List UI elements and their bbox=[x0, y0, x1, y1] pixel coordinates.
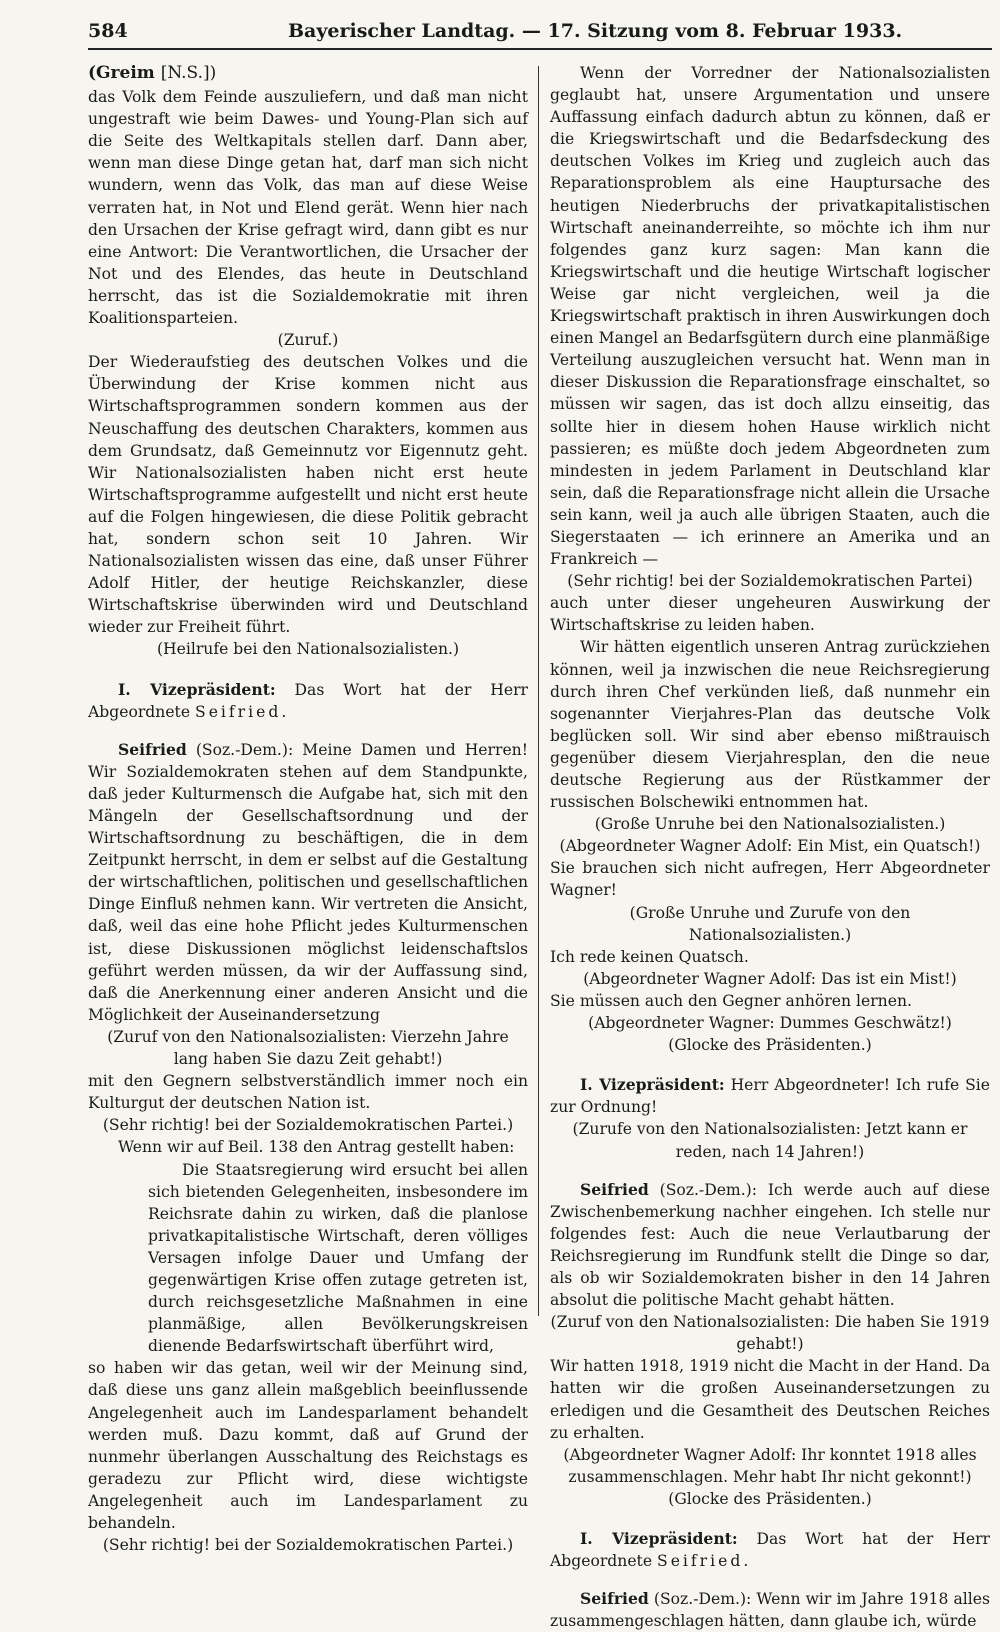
paragraph: Wir hatten 1918, 1919 nicht die Macht in der Hand. Da hatten wir die großen Auseinandersetzungen zu erledigen und die Gesamtheit des Deutschen Reiches zu erhalten. bbox=[550, 1357, 990, 1442]
vice-president-remark bbox=[550, 1074, 990, 1118]
speech-paragraph bbox=[550, 1588, 990, 1632]
interjection: (Heilrufe bei den Nationalsozialisten.) bbox=[156, 640, 460, 659]
interjection: (Sehr richtig! bei der Sozialdemokratischen Partei.) bbox=[102, 1116, 514, 1135]
vice-president-remark bbox=[88, 679, 528, 723]
paragraph: Sie brauchen sich nicht aufregen, Herr Abgeordneter Wagner! bbox=[550, 859, 990, 900]
continued-speaker-heading bbox=[88, 62, 528, 84]
speech-paragraph bbox=[550, 1179, 990, 1312]
interjection: (Große Unruhe und Zurufe von den Nationalsozialisten.) bbox=[629, 903, 911, 944]
speech-text: Wenn wir im Jahre 1918 alles zusammengeschlagen hätten, dann glaube ich, würde bbox=[550, 1590, 990, 1631]
speaker-party: (Soz.-Dem.): bbox=[653, 1590, 752, 1609]
speaker-name: Seifried bbox=[580, 1179, 649, 1199]
speaker-called: Seifried. bbox=[657, 1552, 752, 1571]
speaker-name: Seifried bbox=[580, 1589, 649, 1609]
paragraph: auch unter dieser ungeheuren Auswirkung der Wirtschaftskrise zu leiden haben. bbox=[550, 594, 990, 635]
left-column bbox=[88, 62, 528, 1556]
speech-paragraph bbox=[88, 739, 528, 1026]
speaker-name: (Greim bbox=[88, 63, 155, 83]
interjection: (Zurufe von den Nationalsozialisten: Jetzt kann er reden, nach 14 Jahren!) bbox=[572, 1120, 968, 1161]
speech-text: Meine Damen und Herren! Wir Sozialdemokraten stehen auf dem Standpunkte, daß jeder Kulturmensch die Aufgabe hat, sich mit den Mängeln der Gesellschaftsordnung und der Wirtschaftsordnung zu beschäftigen, die in dem Zeitpunkt herrscht, in dem er selbst auf die Gestaltung der wirtschaftlichen, politischen und gesellschaftlichen Dinge Einfluß nehmen kann. Wir vertreten die Ansicht, daß, weil das eine hohe Pflicht jedes Kulturmenschen ist, diese Diskussionen möglichst leidenschaftslos geführt werden müssen, da wir der Auffassung sind, daß die Anerkennung einer anderen Ansicht und die Möglichkeit der Auseinandersetzung bbox=[88, 740, 528, 1024]
vice-president-label: I. Vizepräsident: bbox=[580, 1529, 738, 1548]
quoted-motion: Die Staatsregierung wird ersucht bei allen sich bietenden Gelegenheiten, insbesondere im Reichsrate dahin zu wirken, daß die planlose privatkapitalistische Wirtschaft, deren völliges Versagen infolge Dauer und Umfang der gegenwärtigen Krise offen zutage getreten ist, durch reichsgesetzliche Maßnahmen in eine planmäßige, allen Bevölkerungskreisen dienende Bedarfswirtschaft überführt wird, bbox=[148, 1160, 528, 1356]
remark-text: Das Wort hat der Herr Abgeordnete bbox=[550, 1530, 990, 1571]
interjection: (Große Unruhe bei den Nationalsozialisten.) bbox=[594, 815, 946, 834]
page-header bbox=[88, 18, 992, 50]
interjection: (Glocke des Präsidenten.) bbox=[668, 1036, 872, 1055]
interjection: (Zuruf.) bbox=[277, 331, 339, 350]
vice-president-remark bbox=[550, 1528, 990, 1572]
paragraph: Wenn wir auf Beil. 138 den Antrag gestellt haben: bbox=[118, 1138, 515, 1157]
paragraph: Sie müssen auch den Gegner anhören lernen. bbox=[550, 991, 912, 1010]
paragraph: das Volk dem Feinde auszuliefern, und daß man nicht ungestraft wie beim Dawes- und Young-Plan sich auf die Seite des Weltkapitals stellen darf. Dann aber, wenn man diese Dinge getan hat, darf man sich nicht wundern, wenn das Volk, das man auf diese Weise verraten hat, in Not und Elend gerät. Wenn hier nach den Ursachen der Krise gefragt wird, dann gibt es nur eine Antwort: Die Verantwortlichen, die Ursacher der Not und des Elendes, das heute in Deutschland herrscht, das ist die Sozialdemokratie mit ihren Koalitionsparteien. bbox=[88, 88, 528, 328]
speaker-called: Seifried. bbox=[195, 702, 290, 721]
interjection: (Abgeordneter Wagner: Dummes Geschwätz!) bbox=[588, 1014, 952, 1033]
speech-text: Ich werde auch auf diese Zwischenbemerkung nachher eingehen. Ich stelle nur folgendes fest: Auch die neue Verlautbarung der Reichsregierung im Rundfunk stellt die Dinge so dar, als ob wir Sozialdemokraten bisher in den 14 Jahren absolut die politische Macht gehabt hätten. bbox=[550, 1180, 990, 1310]
speaker-party: [N.S.]) bbox=[160, 63, 217, 83]
paragraph: Der Wiederaufstieg des deutschen Volkes und die Überwindung der Krise kommen nicht aus Wirtschaftsprogrammen sondern kommen aus der Neuschaffung des deutschen Charakters, kommen aus dem Grundsatz, daß Gemeinnutz vor Eigennutz geht. Wir Nationalsozialisten haben nicht erst heute Wirtschaftsprogramme aufgestellt und nicht erst heute auf die Folgen hingewiesen, die diese Politik gebracht hat, sondern schon seit 10 Jahren. Wir Nationalsozialisten wissen das eine, daß unser Führer Adolf Hitler, der heutige Reichskanzler, diese Wirtschaftskrise überwinden wird und Deutschland wieder zur Freiheit führt. bbox=[88, 353, 528, 637]
interjection: (Glocke des Präsidenten.) bbox=[668, 1489, 872, 1508]
remark-text: Herr Abgeordneter! Ich rufe Sie zur Ordnung! bbox=[550, 1076, 990, 1117]
interjection: (Abgeordneter Wagner Adolf: Ein Mist, ein Quatsch!) bbox=[559, 837, 981, 856]
paragraph: mit den Gegnern selbstverständlich immer noch ein Kulturgut der deutschen Nation ist. bbox=[88, 1072, 528, 1113]
right-column bbox=[550, 62, 990, 1632]
speaker-party: (Soz.-Dem.): bbox=[659, 1180, 758, 1199]
vice-president-label: I. Vizepräsident: bbox=[118, 679, 276, 699]
interjection: (Sehr richtig! bei der Sozialdemokratischen Partei) bbox=[567, 572, 973, 591]
interjection: (Sehr richtig! bei der Sozialdemokratischen Partei.) bbox=[102, 1536, 514, 1555]
paragraph: Ich rede keinen Quatsch. bbox=[550, 947, 749, 966]
column-divider bbox=[538, 66, 539, 1316]
interjection: (Zuruf von den Nationalsozialisten: Vierzehn Jahre lang haben Sie dazu Zeit gehabt!) bbox=[107, 1027, 509, 1069]
interjection: (Abgeordneter Wagner Adolf: Das ist ein Mist!) bbox=[583, 969, 957, 988]
speaker-party: (Soz.-Dem.): bbox=[195, 740, 294, 759]
page-number: 584 bbox=[88, 20, 128, 42]
interjection: (Abgeordneter Wagner Adolf: Ihr konntet 1918 alles zusammenschlagen. Mehr habt Ihr nicht gekonnt!) bbox=[563, 1445, 977, 1486]
interjection: (Zuruf von den Nationalsozialisten: Die haben Sie 1919 gehabt!) bbox=[550, 1313, 990, 1354]
paragraph: Wenn der Vorredner der Nationalsozialisten geglaubt hat, unsere Argumentation und unsere Auffassung einfach dadurch abtun zu können, daß er die Kriegswirtschaft und die Bedarfsdeckung des deutschen Volkes im Krieg und zugleich auch das Reparationsproblem als eine Hauptursache des heutigen Niederbruchs der privatkapitalistischen Wirtschaft aneinanderreihte, so möchte ich ihm nur folgendes ganz kurz sagen: Man kann die Kriegswirtschaft und die heutige Wirtschaft logischer Weise gar nicht vergleichen, weil ja die Kriegswirtschaft praktisch in ihren Auswirkungen doch einen Mangel an Bedarfsgütern durch eine planmäßige Verteilung auszugleichen versucht hat. Wenn man in dieser Diskussion die Reparationsfrage einschaltet, so müssen wir sagen, das ist doch allzu einseitig, das sollte hier in diesem hohen Hause wirklich nicht passieren; es müßte doch jedem Abgeordneten zum mindesten in jedem Parlament in Deutschland klar sein, daß die Reparationsfrage nicht allein die Ursache sein kann, weil ja auch alle übrigen Staaten, auch die Siegerstaaten — ich erinnere an Amerika und an Frankreich — bbox=[550, 64, 990, 569]
vice-president-label: I. Vizepräsident: bbox=[580, 1075, 725, 1095]
running-head: Bayerischer Landtag. — 17. Sitzung vom 8. Februar 1933. bbox=[288, 20, 903, 42]
remark-text: Das Wort hat der Herr Abgeordnete bbox=[88, 680, 528, 721]
speaker-name: Seifried bbox=[118, 739, 187, 759]
paragraph: so haben wir das getan, weil wir der Meinung sind, daß diese uns ganz allein maßgeblich beeinflussende Angelegenheit auch im Landesparlament behandelt werden muß. Dazu kommt, daß auf Grund der nunmehr überlangen Ausschaltung des Reichstags es geradezu zur Pflicht wird, diese wichtigste Angelegenheit auch im Landesparlament zu behandeln. bbox=[88, 1359, 528, 1532]
paragraph: Wir hätten eigentlich unseren Antrag zurückziehen können, weil ja inzwischen die neue Reichsregierung durch ihren Chef verkünden ließ, daß nunmehr ein sogenannter Vierjahres-Plan das deutsche Volk beglücken soll. Wir sind aber ebenso mißtrauisch gegenüber diesem Vierjahresplan, den die neue deutsche Regierung aus der Rüstkammer der russischen Bolschewiki entnommen hat. bbox=[550, 638, 990, 812]
